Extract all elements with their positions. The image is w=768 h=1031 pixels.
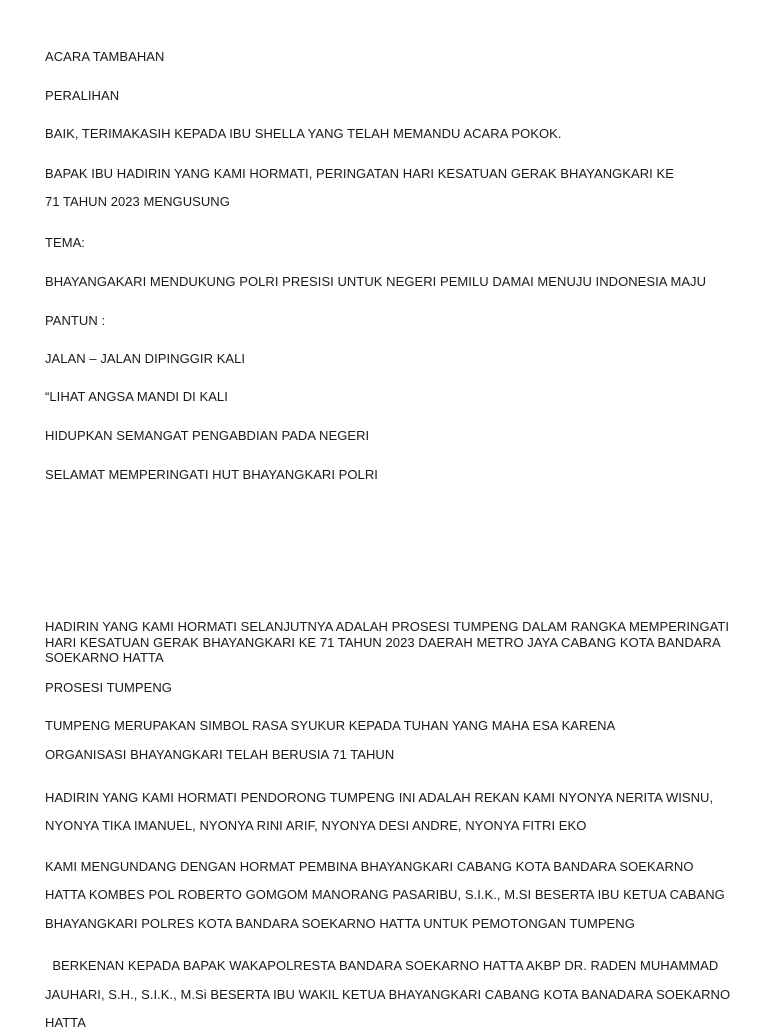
text-line: BAIK, TERIMAKASIH KEPADA IBU SHELLA YANG TELAH MEMANDU ACARA POKOK. [45,126,562,141]
heading-peralihan: PERALIHAN [45,88,120,103]
text-line: HARI KESATUAN GERAK BHAYANGKARI KE 71 TAHUN 2023 DAERAH METRO JAYA CABANG KOTA BANDARA [45,635,721,650]
text-line: SOEKARNO HATTA [45,650,164,665]
text-line: HATTA KOMBES POL ROBERTO GOMGOM MANORANG PASARIBU, S.I.K., M.SI BESERTA IBU KETUA CABANG [45,887,725,902]
text-line: HATTA [45,1015,86,1030]
pantun-line: JALAN – JALAN DIPINGGIR KALI [45,351,246,366]
heading-prosesi-tumpeng: PROSESI TUMPENG [45,680,172,695]
text-line: HADIRIN YANG KAMI HORMATI SELANJUTNYA ADALAH PROSESI TUMPENG DALAM RANGKA MEMPERINGATI [45,619,730,634]
pantun-line: HIDUPKAN SEMANGAT PENGABDIAN PADA NEGERI [45,428,370,443]
pantun-line: “LIHAT ANGSA MANDI DI KALI [45,389,228,404]
text-line: BERKENAN KEPADA BAPAK WAKAPOLRESTA BANDARA SOEKARNO HATTA AKBP DR. RADEN MUHAMMAD [45,958,719,973]
text-line: BAPAK IBU HADIRIN YANG KAMI HORMATI, PERINGATAN HARI KESATUAN GERAK BHAYANGKARI KE [45,166,674,181]
text-line: BHAYANGKARI POLRES KOTA BANDARA SOEKARNO HATTA UNTUK PEMOTONGAN TUMPENG [45,916,635,931]
text-line: HADIRIN YANG KAMI HORMATI PENDORONG TUMPENG INI ADALAH REKAN KAMI NYONYA NERITA WISNU, [45,790,714,805]
heading-pantun: PANTUN : [45,313,106,328]
pantun-line: SELAMAT MEMPERINGATI HUT BHAYANGKARI POLRI [45,467,378,482]
text-line: JAUHARI, S.H., S.I.K., M.Si BESERTA IBU WAKIL KETUA BHAYANGKARI CABANG KOTA BANADARA SOEKARNO [45,987,731,1002]
text-line: TUMPENG MERUPAKAN SIMBOL RASA SYUKUR KEPADA TUHAN YANG MAHA ESA KARENA [45,718,616,733]
text-line: ORGANISASI BHAYANGKARI TELAH BERUSIA 71 TAHUN [45,747,395,762]
heading-tema: TEMA: [45,235,85,250]
text-line: BHAYANGAKARI MENDUKUNG POLRI PRESISI UNTUK NEGERI PEMILU DAMAI MENUJU INDONESIA MAJU [45,274,707,289]
heading-acara-tambahan: ACARA TAMBAHAN [45,49,165,64]
text-line: 71 TAHUN 2023 MENGUSUNG [45,194,230,209]
text-line: NYONYA TIKA IMANUEL, NYONYA RINI ARIF, NYONYA DESI ANDRE, NYONYA FITRI EKO [45,818,587,833]
text-line: KAMI MENGUNDANG DENGAN HORMAT PEMBINA BHAYANGKARI CABANG KOTA BANDARA SOEKARNO [45,859,694,874]
